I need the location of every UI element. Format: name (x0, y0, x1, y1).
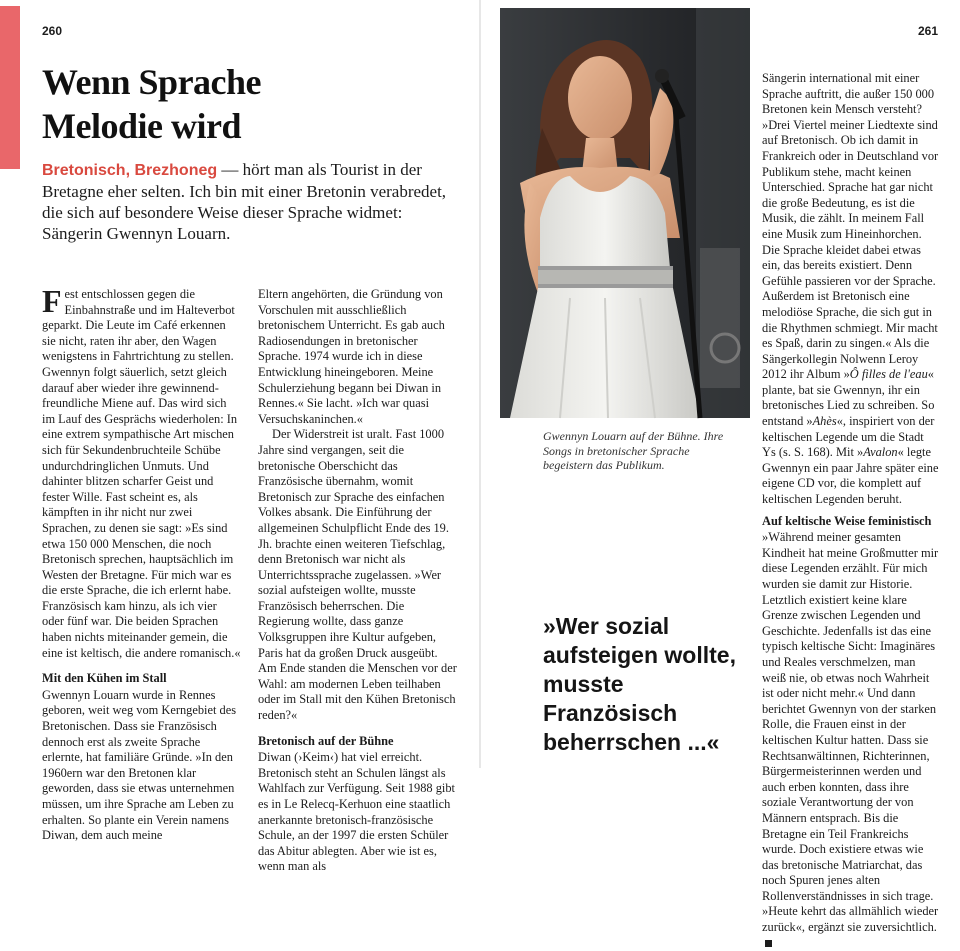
paragraph: Gwennyn Louarn wurde in Rennes geboren, weit weg vom Kerngebiet des Bretonischen. Dass sie Französisch dennoch erst als zweite Sprache erlernte, hat familiäre Gründe. »In den 1960ern war den Bretonen klar geworden, dass sie etwas unternehmen müssen, um ihre Sprache am Leben zu erhalten. So plante ein Verein namens Diwan, dem auch meine (42, 687, 237, 843)
singer-photo (500, 8, 750, 418)
paragraph-text: »Während meiner gesamten Kindheit hat meine Großmutter mir diese Legenden erzählt. Für mich wurden sie damit zur Historie. Letztlich existiert keine klare Grenze zwischen Legenden und Geschichte. Jedenfalls ist das eine typisch keltische Sicht: Imaginäres und Reales verschmelzen, man weiß nie, ob etwas noch Wahrheit ist oder nicht mehr.« Und dann berichtet Gwennyn von der starken Rolle, die Frauen einst in der keltischen Kultur hatten. Dass sie Rechtsanwältinnen, Richterinnen, Bürgermeisterinnen werden und auch erben konnten, dass ihre soziale Verantwortung der von Männern entsprach. Bis die Bretagne ein Teil Frankreichs wurde. Doch existiere etwas wie das bretonische Matriarchat, das noch Spuren jenes alten Rollenverständnisses in sich trage. »Heute kehrt das allmählich wieder zurück«, ergänzt sie zuversichtlich. (762, 530, 939, 935)
paragraph-text: est entschlossen gegen die Einbahnstraße und im Halteverbot geparkt. Die Leute im Café erkennen sie nicht, raten ihr aber, den Wagen wenigstens in Fahrtrichtung zu stellen. Gwennyn folgt säuerlich, setzt gleich darauf aber wieder ihre gewinnend-freundliche Miene auf. Das wird sich im Lauf des Gesprächs wiederholen: In eine extrem sympathische Art mischen sich für Sekundenbruchteile Schübe undurchdringlichen Unmuts. Und dahinter blitzen scharfer Geist und fester Wille. Fast scheint es, als kämpften in ihr nicht nur zwei Sprachen, zu denen sie sagt: »Es sind etwa 150 000 Menschen, die noch Bretonisch sprechen, hauptsächlich im Westen der Bretagne. Für mich war es die erste Sprache, die ich erlernt habe. Französisch kam hinzu, als ich vier oder fünf war. Die beiden Sprachen haben nichts miteinander gemein, die eine ist keltisch, die andere romanisch.« (42, 287, 241, 660)
text-column-3 (762, 71, 940, 951)
paragraph (762, 530, 940, 951)
paragraph: Eltern angehörten, die Gründung von Vorschulen mit ausschließlich bretonischem Unterricht. Es gab auch Radiosendungen in bretonischer Sprache. 1974 wurde ich in diese Entwicklung hineingeboren. Meine Schulerziehung begann bei Diwan in Rennes.« Sie lacht. »Ich war quasi Versuchskaninchen.« (258, 287, 445, 426)
page-number-left: 260 (42, 24, 63, 38)
song-title: Ahès (812, 414, 837, 429)
intro-keyword: Bretonisch, Brezhoneg (42, 162, 218, 179)
text-column-2 (258, 287, 457, 875)
paragraph: Diwan (›Keim‹) hat viel erreicht. Bretonisch steht an Schulen längst als Wahlfach zur Verfügung. Seit 1988 gibt es in Le Relecq-Kerhuon eine staatlich anerkannte bretonisch-französische Schule, an der 1997 die ersten Schüler das Abitur ablegten. Aber wie ist es, wenn man als (258, 750, 455, 874)
page-number-right: 261 (918, 24, 939, 38)
album-title: Avalon (863, 445, 898, 460)
end-of-article-mark (765, 940, 772, 947)
paragraph-text: «, inspiriert von der keltischen Legende um die Stadt Ys (s. S. 168). Mit » (762, 414, 935, 460)
paragraph-text: « plante, bat sie Gwennyn, ihr ein bretonisches Lied zu schreiben. So entstand » (762, 367, 935, 429)
title-line-2: Melodie wird (42, 106, 241, 146)
album-title: Ô filles de l'eau (849, 367, 928, 382)
text-column-1 (42, 283, 241, 844)
title-line-1: Wenn Sprache (42, 62, 262, 102)
intro-text: — hört man als Tourist in der Bretagne eher selten. Ich bin mit einer Bretonin verabredet, die sich auf besondere Weise dieser Sprache widmet: Sängerin Gwennyn Louarn. (42, 160, 447, 243)
article-title (42, 60, 261, 148)
paragraph (42, 283, 241, 661)
drop-cap: F (42, 283, 62, 319)
paragraph-text: « legte Gwennyn ein paar Jahre später eine eigene CD vor, die komplett auf keltischen Legenden beruht. (762, 445, 939, 507)
chapter-color-tab (0, 6, 20, 169)
photo-caption: Gwennyn Louarn auf der Bühne. Ihre Songs in bretonischer Sprache begeistern das Publikum. (543, 429, 724, 473)
left-page (0, 0, 480, 874)
paragraph-text: Sängerin international mit einer Sprache auftritt, die außer 150 000 Bretonen kein Mensch versteht? »Drei Viertel meiner Liedtexte sind auf Bretonisch. Ob ich damit in Frankreich oder in Deutschland vor Publikum stehe, macht keinen Unterschied. Sprache hat gar nicht die große Bedeutung, es ist die Musik, die zählt. In meinem Fall eine Musik zum Hineinhorchen. Die Sprache kleidet dabei etwas ein, das bereits existiert. Denn Gefühle passieren vor der Sprache. Außerdem ist Bretonisch eine melodiöse Sprache, die sich gut in die Rhythmen schmiegt. Mir macht es Spaß, darin zu singen.« Als die Sängerkollegin Nolwenn Leroy 2012 ihr Album » (762, 71, 939, 382)
section-heading-kuehen: Mit den Kühen im Stall (42, 671, 167, 686)
section-heading-feministisch: Auf keltische Weise feministisch (762, 513, 932, 528)
paragraph: Der Widerstreit ist uralt. Fast 1000 Jahre sind vergangen, seit die bretonische Oberschicht das Französische übernahm, womit Bretonisch zur Sprache des einfachen Volkes absank. Die Einführung der allgemeinen Schulpflicht Ende des 19. Jh. brachte einen weiteren Tiefschlag, denn Bretonisch war nicht als Unterrichtssprache zugelassen. »Wer sozial aufsteigen wollte, musste Französisch beherrschen. Die Regierung wollte, dass ganze Volksgruppen ihre Kultur aufgeben, Paris hat da großen Druck ausgeübt. Am Ende standen die Menschen vor der Wahl: am modernen Leben teilhaben oder im Stall mit den Kühen Bretonisch reden?« (258, 427, 457, 723)
right-page (480, 0, 960, 935)
paragraph (762, 71, 940, 508)
pull-quote: »Wer sozial aufsteigen wollte, musste Französisch beherrschen ...« (543, 613, 736, 755)
section-heading-buehne: Bretonisch auf der Bühne (258, 733, 394, 748)
article-intro (42, 159, 457, 244)
